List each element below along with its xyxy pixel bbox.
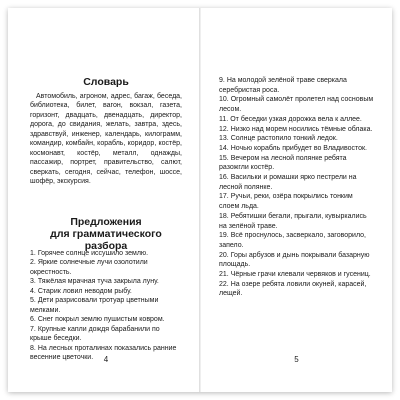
sentence-item [30, 287, 182, 296]
page-number-right: 5 [294, 355, 299, 364]
sentence-item [30, 249, 182, 258]
sentence-item [219, 212, 374, 231]
sentence-item [30, 258, 182, 277]
sentence-item [30, 277, 182, 286]
vocabulary-heading: Словарь [83, 76, 129, 88]
sentence-item [219, 251, 374, 270]
sentence-text: На молодой зелёной траве сверкала серебристая роса. [219, 77, 347, 94]
sentence-number: 10. [219, 96, 229, 104]
sentence-number: 5. [30, 297, 36, 305]
page-number-left: 4 [103, 355, 109, 364]
sentence-item [219, 173, 374, 192]
sentence-text: На озере ребята ловили окуней, карасей, лещей. [219, 280, 367, 298]
sentence-number: 12. [219, 125, 229, 133]
sentence-text: Тяжёлая мрачная туча закрыла луну. [37, 278, 159, 286]
sentence-item [30, 296, 182, 315]
sentence-item [219, 270, 374, 280]
sentence-text: Дети разрисовали тротуар цветными мелками. [30, 297, 159, 314]
book-spread [8, 8, 392, 392]
sentence-item [219, 144, 374, 154]
sentence-number: 15. [219, 154, 229, 162]
sentence-number: 9. [219, 77, 225, 84]
sentence-number: 11. [219, 115, 229, 123]
sentences-heading [30, 216, 182, 252]
sentence-number: 18. [219, 212, 229, 220]
sentence-number: 13. [219, 135, 229, 143]
sentence-text: Чёрные грачи клевали червяков и гусениц. [230, 271, 371, 279]
sentence-item [219, 115, 374, 125]
sentence-number: 16. [219, 174, 229, 182]
sentence-number: 8. [30, 344, 36, 352]
sentence-number: 21. [219, 271, 229, 279]
sentence-text: Горы арбузов и дынь покрывали базарную площадь. [219, 251, 370, 269]
sentences-heading-line1: Предложения [70, 216, 142, 228]
sentence-text: На лесных проталинах показались ранние весенние цветочки. [30, 344, 177, 361]
sentences-heading-line2: для грамматического разбора [50, 228, 162, 252]
sentence-text: Низко над морем носились тёмные облака. [230, 125, 373, 133]
sentence-text: Яркие солнечные лучи озолотили окрестность. [30, 259, 148, 276]
sentence-item [30, 325, 182, 344]
left-page [30, 8, 182, 392]
book-gutter [199, 8, 201, 392]
sentence-number: 7. [30, 325, 36, 333]
sentence-list-right [219, 76, 374, 299]
sentence-item [219, 95, 374, 114]
sentence-number: 2. [30, 259, 36, 267]
sentence-number: 1. [30, 250, 36, 257]
sentence-text: Вечером на лесной полянке ребята разожгли костёр. [219, 154, 347, 172]
sentence-text: Огромный самолёт пролетел над сосновым лесом. [219, 96, 374, 114]
sentence-number: 14. [219, 144, 229, 152]
sentence-number: 20. [219, 251, 229, 259]
sentence-text: От беседки узкая дорожка вела к аллее. [230, 115, 362, 123]
sentence-text: Всё проснулось, засверкало, заговорило, запело. [219, 232, 366, 249]
sentence-item [219, 192, 374, 211]
sentence-text: Васильки и ромашки ярко пестрели на лесной полянке. [219, 174, 357, 191]
sentence-text: Ручьи, реки, озёра покрылись тонким слоем льда. [219, 193, 353, 211]
sentence-text: Старик ловил неводом рыбу. [37, 287, 132, 295]
sentence-number: 17. [219, 193, 229, 201]
sentence-item [219, 125, 374, 135]
sentence-item [219, 231, 374, 250]
sentence-item [30, 315, 182, 324]
sentence-number: 4. [30, 287, 36, 295]
right-page [219, 8, 374, 392]
sentence-number: 22. [219, 280, 229, 288]
vocabulary-text: Автомобиль, агроном, адрес, багаж, беседа, библиотека, билет, вагон, вокзал, газета, горизонт, двадцать, двенадцать, директор, дорога, до свидания, желать, завтра, здесь, здравствуй, инженер, календарь, килограмм, командир, комбайн, корабль, коридор, костёр, космонавт, костёр, металл, однажды, пассажир, портрет, правительство, салют, сверкать, сегодня, сейчас, телефон, шоссе, шофёр, экскурсия. [30, 93, 182, 186]
sentence-item [219, 134, 374, 144]
sentence-text: Крупные капли дождя барабанили по крыше беседки. [30, 325, 160, 343]
sentence-item [219, 280, 374, 299]
sentence-text: Ночью корабль прибудет во Владивосток. [230, 144, 368, 152]
sentence-number: 6. [30, 316, 36, 324]
sentence-text: Горячее солнце иссушило землю. [37, 250, 149, 257]
sentence-item [219, 154, 374, 173]
sentence-number: 19. [219, 232, 229, 240]
sentence-text: Ребятишки бегали, прыгали, кувыркались на зелёной траве. [219, 212, 367, 230]
sentence-list-left [30, 249, 182, 362]
sentence-text: Солнце растопило тонкий ледок. [230, 135, 338, 143]
sentence-text: Снег покрыл землю пушистым ковром. [37, 316, 165, 324]
sentence-item [219, 76, 374, 95]
sentence-number: 3. [30, 278, 36, 286]
